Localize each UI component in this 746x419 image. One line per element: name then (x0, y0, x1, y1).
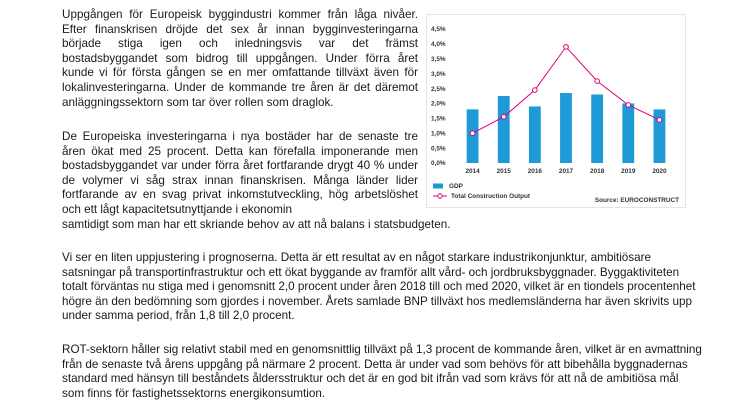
y-tick-label: 2,5% (431, 85, 446, 93)
x-tick-label: 2015 (496, 168, 511, 175)
legend-gdp-swatch (433, 184, 443, 189)
y-tick-label: 3,5% (431, 55, 446, 63)
y-tick-label: 2,0% (431, 100, 446, 108)
bar-gdp-2017 (560, 93, 572, 163)
construction-chart (426, 14, 686, 208)
x-tick-label: 2018 (590, 168, 605, 175)
legend-gdp-label: GDP (449, 183, 463, 191)
y-tick-label: 4,0% (431, 41, 446, 49)
chart-source: Source: EUROCONSTRUCT (594, 197, 679, 204)
point-total-construction-output-2016 (533, 88, 538, 93)
y-tick-label: 1,0% (431, 130, 446, 138)
bar-gdp-2014 (467, 109, 479, 163)
point-total-construction-output-2017 (564, 45, 569, 50)
point-total-construction-output-2014 (470, 131, 475, 136)
legend-line-marker (438, 194, 442, 198)
x-tick-label: 2019 (621, 168, 636, 175)
point-total-construction-output-2020 (657, 118, 662, 123)
paragraph-housing: De Europeiska investeringarna i nya bostäder har de senaste tre åren ökat med 25 procent. Detta kan förefalla imponerande men bostadsbyggandet var under förra året fortfarande drygt 40 % under de volymer vi såg strax innan finanskrisen. Många länder lider fortfarande av en svag privat inkomstutveckling, hög arbetslöshet och ett lågt kapacitetsutnyttjande i ekonomin (62, 130, 418, 216)
point-total-construction-output-2015 (501, 115, 506, 120)
y-tick-label: 3,0% (431, 70, 446, 78)
x-tick-label: 2014 (465, 168, 480, 175)
x-tick-label: 2016 (527, 168, 542, 175)
bar-gdp-2016 (529, 106, 541, 163)
y-tick-label: 1,5% (431, 115, 446, 123)
y-tick-label: 4,5% (431, 26, 446, 34)
paragraph-forecast: Vi ser en liten uppjustering i prognoserna. Detta är ett resultat av en något starkare industrikonjunktur, ambitiösare satsningar på transportinfrastruktur och ett ökat byggande av framför allt vård- och jordbruksbyggnader. Byggaktiviteten totalt förväntas nu stiga med i genomsnitt 2,0 procent under åren 2018 till och med 2020, vilket är en tiondels procentenhet högre än den bedömning som gjordes i november. Årets samlade BNP tillväxt hos medlemsländerna har även skrivits upp under samma period, från 1,8 till 2,0 procent. (62, 251, 696, 323)
paragraph-rot-sector: ROT-sektorn håller sig relativt stabil med en genomsnittlig tillväxt på 1,3 procent de kommande åren, vilket är en avmattning från de senaste två årens uppgång på närmare 2 procent. Detta är under vad som behövs för att bibehålla byggnadernas standard med hänsyn till beståndets åldersstruktur och det är en god bit ifrån vad som krävs för att nå de ambitiösa mål som finns för fastighetssektorns energikonsumtion. (62, 343, 702, 400)
chart-svg (427, 15, 685, 207)
paragraph-intro: Uppgången för Europeisk byggindustri kommer från låga nivåer. Efter finanskrisen dröjde det sex år innan bygginvesteringarna började stiga igen och inledningsvis var det främst bostadsbyggandet som bidrog till uppgången. Under förra året kunde vi för första gången se en mer omfattande tillväxt även för lokalinvesteringarna. Under de kommande tre åren är det däremot anläggningssektorn som tar över rollen som draglok. (62, 8, 418, 109)
x-tick-label: 2017 (558, 168, 574, 175)
point-total-construction-output-2019 (626, 103, 631, 108)
x-tick-label: 2020 (652, 168, 667, 175)
paragraph-housing-continued: samtidigt som man har ett skriande behov av att nå balans i statsbudgeten. (62, 218, 451, 231)
y-tick-label: 0,0% (431, 160, 446, 168)
bar-gdp-2019 (622, 103, 634, 163)
y-tick-label: 0,5% (431, 145, 446, 153)
bar-gdp-2015 (498, 96, 510, 163)
point-total-construction-output-2018 (595, 79, 600, 84)
legend-total-construction-output-label: Total Construction Output (451, 193, 531, 201)
bar-gdp-2018 (591, 95, 603, 163)
